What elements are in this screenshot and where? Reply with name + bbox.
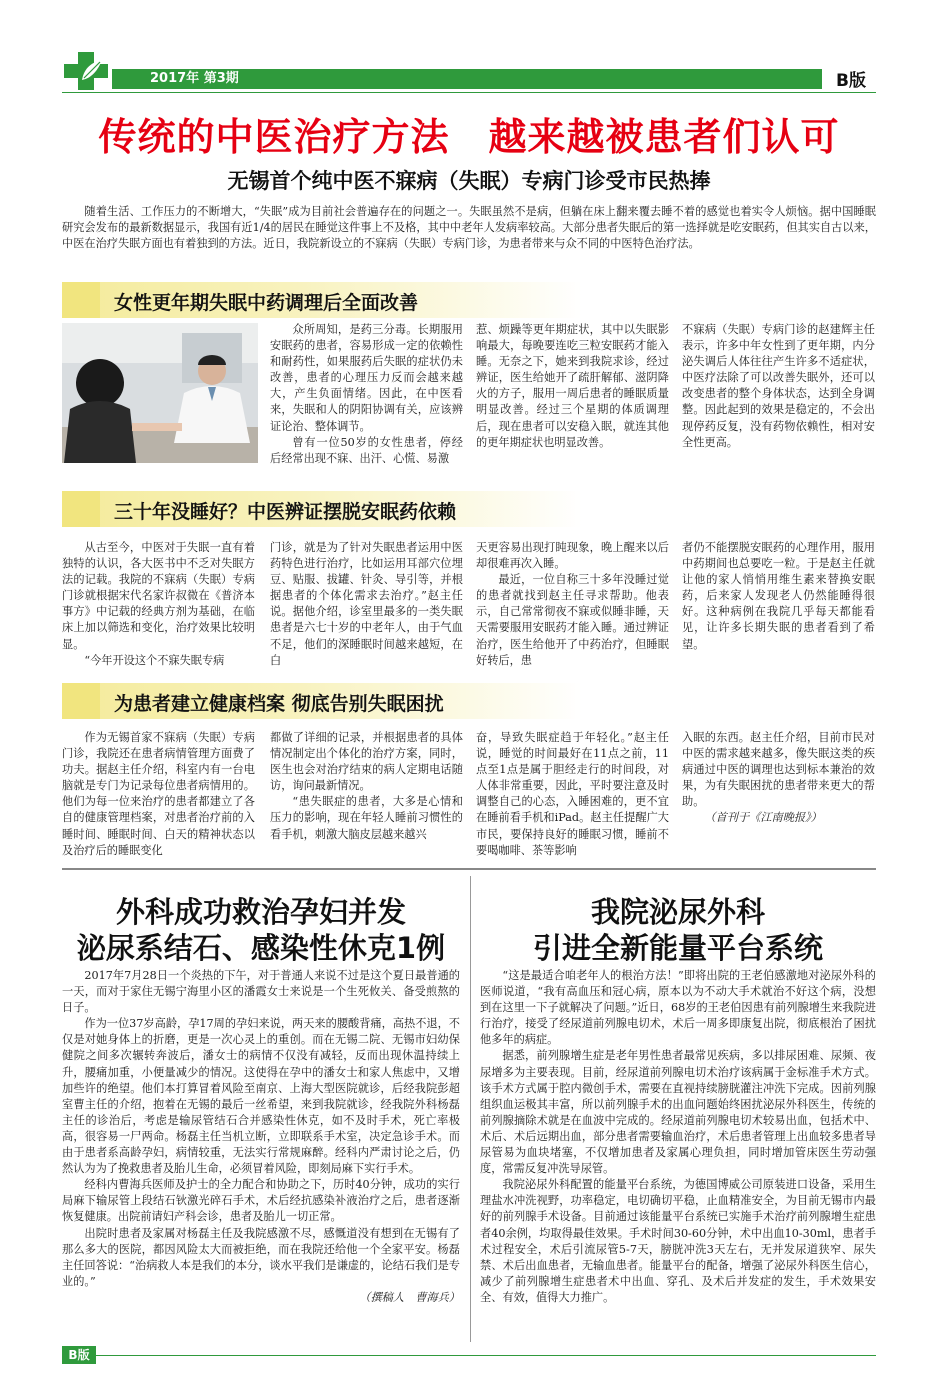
section3-col1: 作为无锡首家不寐病（失眠）专病门诊，我院还在患者病情管理方面费了功夫。据赵主任介绍，科室内有一台电脑就是专门为记录每位患者病情用的。他们为每一位来治疗的患者都建立了各自的健康管理档案，对患者治疗前的入睡时间、睡眠时间、白天的精神状态以及治疗后的睡眠变化: [62, 731, 255, 857]
section2-col1: 从古至今，中医对于失眠一直有着独特的认识，各大医书中不乏对失眠方法的记载。我院的不寐病（失眠）专病门诊就根据宋代名家许叔微在《普济本事方》中记载的经典方剂为基础，在临床上加以筛选和变化，治疗效果比较明显。 “今年开设这个不寐失眠专病: [62, 541, 255, 667]
footer-edition-badge: B版: [62, 1346, 96, 1364]
section-heading-1: [62, 282, 582, 318]
issue-label: 2017年 第3期: [150, 71, 239, 86]
column-divider: [470, 876, 471, 1342]
section-title: 女性更年期失眠中药调理后全面改善: [114, 292, 419, 314]
article-right-title: 我院泌尿外科 引进全新能量平台系统: [532, 895, 823, 965]
article-left-title: 外科成功救治孕妇并发 泌尿系结石、感染性休克1例: [76, 895, 446, 965]
footer-rule: [96, 1355, 876, 1356]
hospital-cross-leaf-logo-icon: [62, 50, 112, 92]
article-right-body: “这是最适合咱老年人的根治方法！”即将出院的王老伯感激地对泌尿外科的医师说道，“我有高血压和冠心病，原本以为不动大手术就治不好这个病，没想到在这里一下子就解决了问题。”近日，68岁的王老伯因患有前列腺增生来我院进行治疗，接受了经尿道前列腺电切术，术后一周多即康复出院，彻底根治了困扰他多年的病症。 据悉，前列腺增生症是老年男性患者最常见疾病，多以排尿困难、尿频、夜尿增多为主要表现。目前，经尿道前列腺电切术治疗该病属于金标准手术方式。该手术方式属于腔内微创手术，需要在直视持续膀胱灌注冲洗下完成。因前列腺组织血运极其丰富，所以前列腺手术的出血问题始终困扰泌尿外科医生，传统的前列腺摘除术就是在血波中完成的。经尿道前列腺电切术较易出血，包括术中、术后、术后远期出血，部分患者需要输血治疗，术后患者管理上出血较多患者导尿管易为血块堵塞，不仅增加患者及家属心理负担，同时增加管床医生劳动强度，常需反复冲洗导尿管。 我院泌尿外科配置的能量平台系统，为德国博威公司原装进口设备，采用生理盐水冲洗视野，功率稳定，电切确切平稳，止血精准安全，为目前无锡市内最好的前列腺手术设备。目前通过该能量平台系统已实施手术治疗前列腺增生症患者40余例，均取得最佳效果。手术时间30-60分钟，术中出血10-30ml，患者手术过程安全，术后引流尿管5-7天，膀胱冲洗3天左右，无并发尿道狭窄、尿失禁、术后出血患者，无输血患者。能量平台的配备，增强了泌尿外科医生信心，减少了前列腺增生症患者术中出血、穿孔、及术后并发症的发生，手术效果安全、有效，值得大力推广。: [480, 969, 876, 1304]
section3-col3: 奋，导致失眠症趋于年轻化。”赵主任说，睡觉的时间最好在11点之前，11点至1点是属于胆经走行的时间段，对人体非常重要，因此，平时要注意及时调整自己的心态，入睡困难的，更不宜在睡前看手机和iPad。赵主任提醒广大市民，要保持良好的睡眠习惯，睡前不要喝咖啡、茶等影响: [476, 731, 669, 857]
section-divider: [62, 868, 876, 870]
section2-col2: 门诊，就是为了针对失眠患者运用中医药特色进行治疗，比如运用耳部穴位埋豆、贴服、拔罐、针灸、导引等，并根据患者的个体化需求去治疗。”赵主任说。据他介绍，诊室里最多的一类失眠患者是六七十岁的中老年人，由于气血不足，他们的深睡眠时间越来越短，在白: [270, 541, 463, 667]
section3-col2: 都做了详细的记录，并根据患者的具体情况制定出个体化的治疗方案，同时，医生也会对治疗结束的病人定期电话随访，询问最新情况。 “患失眠症的患者，大多是心情和压力的影响，现在年轻人睡前习惯性的看手机，刺激大脑皮层越来越兴: [270, 731, 463, 841]
article-left-signature: （撰稿人 曹海兵）: [359, 1290, 460, 1304]
section3-col4: 入眠的东西。赵主任介绍，目前市民对中医的需求越来越多，像失眠这类的疾病通过中医的调理也达到标本兼治的效果，为有失眠困扰的患者带来更大的帮助。 （首刊于《江南晚报》）: [682, 730, 875, 827]
section2-col4: 者仍不能摆脱安眠药的心理作用，服用中药期间也总要吃一粒。于是赵主任就让他的家人悄悄用维生素来替换安眠药，后来家人发现老人仍然能睡得很好。这种病例在我院几乎每天都能看见，让许多长期失眠的患者看到了希望。: [682, 541, 875, 651]
edition-label: B版: [836, 71, 866, 91]
sub-headline: 无锡首个纯中医不寐病（失眠）专病门诊受市民热捧: [227, 169, 711, 193]
section1-col1: 众所周知，是药三分毒。长期服用安眠药的患者，容易形成一定的依赖性和耐药性，如果服药后失眠的症状仍未改善，患者的心理压力反而会越来越大，产生负面情绪。因此，在中医看来，失眠和人的阴阳协调有关，应该辨证论治、整体调节。 曾有一位50岁的女性患者，停经后经常出现不寐、出汗、心慌、易激: [270, 323, 463, 465]
source-note: （首刊于《江南晚报》）: [704, 811, 822, 825]
section-heading-3: [62, 683, 582, 719]
section2-col3: 天更容易出现打盹现象，晚上醒来以后却很难再次入睡。 最近，一位自称三十多年没睡过觉的患者就找到赵主任寻求帮助。他表示，自己常常彻夜不寐或似睡非睡，天天需要服用安眠药才能入睡。通过辨证治疗，医生给他开了中药治疗，但睡眠好转后，患: [476, 541, 669, 667]
section-title: 三十年没睡好？中医辨证摆脱安眠药依赖: [114, 501, 457, 523]
intro-paragraph: 随着生活、工作压力的不断增大，“失眠”成为目前社会普遍存在的问题之一。失眠虽然不是病，但躺在床上翻来覆去睡不着的感觉也着实令人烦恼。据中国睡眠研究会发布的最新数据显示，我国有近1/4的居民在睡觉这件事上不及格，其中中老年人发病率较高。大部分患者失眠后的第一选择就是吃安眠药，但其实自古以来，中医在治疗失眠方面也有着独到的方法。近日，我院新设立的不寐病（失眠）专病门诊，为患者带来与众不同的中医特色治疗法。: [62, 205, 876, 251]
section1-col3: 不寐病（失眠）专病门诊的赵建辉主任表示，许多中年女性到了更年期，内分泌失调后人体往往产生许多不适症状，中医疗法除了可以改善失眠外，还可以改变患者的整个身体状态，达到全身调整。因此起到的效果是稳定的，不会出现停药反复，没有药物依赖性，相对安全性更高。: [682, 323, 875, 449]
section-title: 为患者建立健康档案 彻底告别失眠困扰: [114, 693, 444, 715]
doctor-consultation-photo-icon: [62, 323, 258, 463]
article-left-body: 2017年7月28日一个炎热的下午，对于普通人来说不过是这个夏日最普通的一天，而对于家住无锡宁海里小区的潘霞女士来说是一个生死攸关、备受煎熬的日子。 作为一位37岁高龄，孕17周的孕妇来说，两天来的腰酸背痛，高热不退，不仅是对她身体上的折磨，更是一次心灵上的重创。而在无锡二院、无锡市妇幼保健院之间多次辗转奔波后，潘女士的病情不仅没有减轻，反而出现休温持续上升，腰痛加重，小便量减少的情况。这使得在孕中的潘女士和家人焦虑中，又增加些许的绝望。他们本打算冒着风险至南京、上海大型医院就诊，后经我院彭超室曹主任的介绍，抱着在无锡的最后一丝希望，来到我院就诊，经我院外科杨磊主任的诊治后，考虑是输尿管结石合并感染性休克，如不及时手术，死亡率极高，很容易一尸两命。杨磊主任当机立断，立即联系手术室，决定急诊手术。而由于患者系高龄孕妇，病情较重，无法实行常规麻醉。经科内严肃讨论之后，仍然认为为了挽救患者及胎儿生命，必须冒着风险，即刻局麻下实行手术。 经科内曹海兵医师及护士的全力配合和协助之下，历时40分钟，成功的实行局麻下输尿管上段结石钬激光碎石手术，术后经抗感染补液治疗之后，患者逐渐恢复健康。出院前请妇产科会诊，患者及胎儿一切正常。 出院时患者及家属对杨磊主任及我院感激不尽，感慨道没有想到在无锡有了那么多大的医院，都因风险太大而被拒绝，而在我院还给他一个全家平安。杨磊主任回答说：“治病救人本是我们的本分，谈水平我们是谦虚的，论结石我们是专业的。” （撰稿人 曹海兵）: [62, 968, 460, 1306]
header-rule: [62, 92, 876, 93]
section-heading-2: [62, 491, 582, 527]
section1-col2: 惹、烦躁等更年期症状，其中以失眠影响最大，每晚要连吃三粒安眠药才能入睡。无奈之下，她来到我院求诊，经过辨证，医生给她开了疏肝解郁、滋阴降火的方子，服用一周后患者的睡眠质量明显改善。经过三个星期的体质调理后，现在患者可以安稳入眠，就连其他的更年期症状也明显改善。: [476, 323, 669, 449]
main-headline: 传统的中医治疗方法 越来越被患者们认可: [98, 115, 840, 159]
